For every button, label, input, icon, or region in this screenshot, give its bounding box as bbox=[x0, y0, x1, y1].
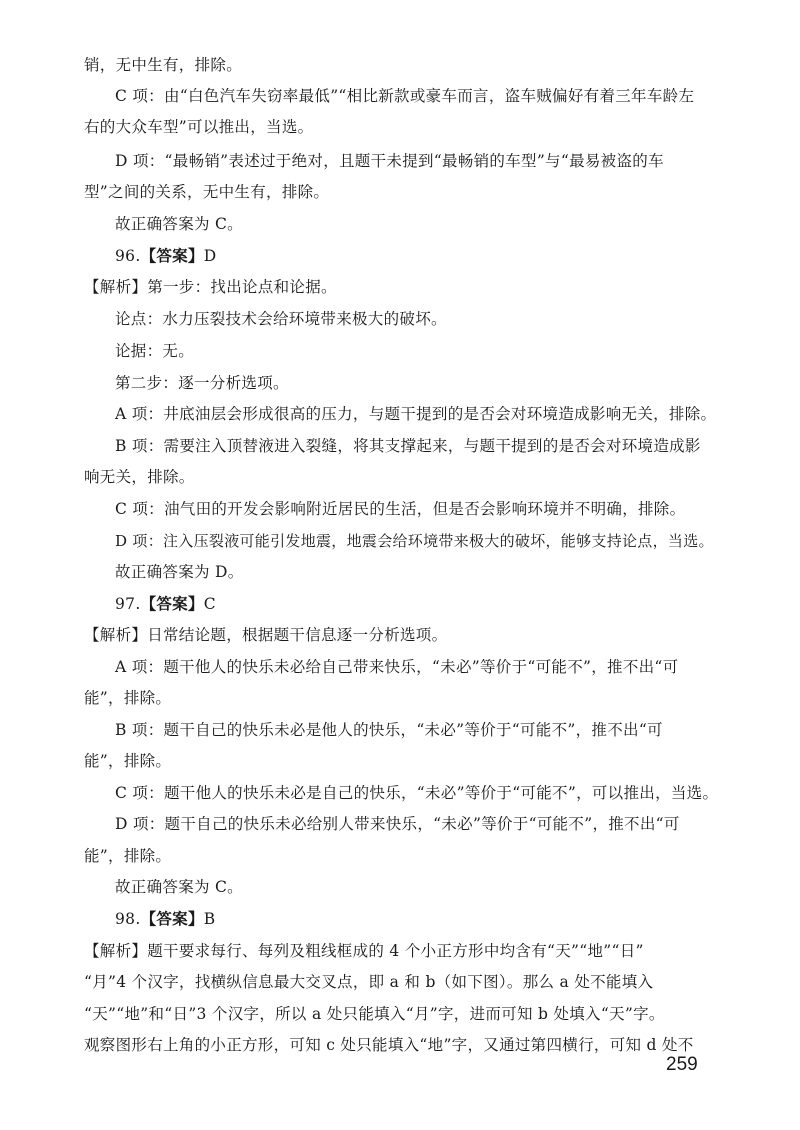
text-line: C 项：油气田的开发会影响附近居民的生活，但是否会影响环境并不明确，排除。 bbox=[115, 500, 686, 518]
question-number: 98. bbox=[115, 910, 141, 928]
text-line: 能”，排除。 bbox=[84, 752, 172, 770]
text-line: 响无关，排除。 bbox=[84, 468, 195, 486]
text-line: 观察图形右上角的小正方形，可知 c 处只能填入“地”字，又通过第四横行，可知 d 处不 bbox=[84, 1036, 694, 1054]
text-line: 型”之间的关系，无中生有，排除。 bbox=[84, 183, 330, 201]
text-line: 第二步：逐一分析选项。 bbox=[115, 374, 289, 392]
text-line: 【解析】第一步：找出论点和论据。 bbox=[84, 278, 337, 296]
page-number: 259 bbox=[666, 1054, 698, 1075]
text-line: 【解析】日常结论题，根据题干信息逐一分析选项。 bbox=[84, 626, 448, 644]
text-line: D 项：题干自己的快乐未必给别人带来快乐，“未必”等价于“可能不”，推不出“可 bbox=[115, 815, 680, 833]
text-line: “天”“地”和“日”3 个汉字，所以 a 处只能填入“月”字，进而可知 b 处填入“天”字。 bbox=[84, 1005, 665, 1023]
answer-value: D bbox=[203, 247, 217, 265]
answer-value: B bbox=[203, 910, 216, 928]
text-line: 论点：水力压裂技术会给环境带来极大的破坏。 bbox=[115, 310, 447, 328]
text-line: D 项：“最畅销”表述过于绝对，且题干未提到“最畅销的车型”与“最易被盗的车 bbox=[115, 152, 664, 170]
text-line: 销，无中生有，排除。 bbox=[84, 56, 243, 74]
answer-line-98 bbox=[115, 908, 215, 930]
question-number: 96. bbox=[115, 247, 141, 265]
text-line: 能”，排除。 bbox=[84, 847, 172, 865]
text-line: “月”4 个汉字，找横纵信息最大交叉点，即 a 和 b（如下图）。那么 a 处不能填入 bbox=[84, 973, 654, 991]
text-line: 能”，排除。 bbox=[84, 689, 172, 707]
text-line: 论据：无。 bbox=[115, 342, 195, 360]
text-line: 故正确答案为 C。 bbox=[115, 215, 243, 233]
answer-line-96 bbox=[115, 245, 217, 267]
text-line: C 项：由“白色汽车失窃率最低”“相比新款或豪车而言，盗车贼偏好有着三年车龄左 bbox=[115, 87, 695, 105]
text-line: 故正确答案为 D。 bbox=[115, 563, 244, 581]
text-line: 右的大众车型”可以推出，当选。 bbox=[84, 118, 314, 136]
text-line: A 项：题干他人的快乐未必给自己带来快乐，“未必”等价于“可能不”，推不出“可 bbox=[115, 658, 679, 676]
answer-value: C bbox=[203, 595, 216, 613]
text-line: 故正确答案为 C。 bbox=[115, 878, 243, 896]
text-line: D 项：注入压裂液可能引发地震，地震会给环境带来极大的破坏，能够支持论点，当选。 bbox=[115, 532, 714, 550]
text-line: C 项：题干他人的快乐未必是自己的快乐，“未必”等价于“可能不”，可以推出，当选。 bbox=[115, 784, 719, 802]
answer-label: 【答案】 bbox=[140, 247, 204, 265]
text-line: 【解析】题干要求每行、每列及粗线框成的 4 个小正方形中均含有“天”“地”“日” bbox=[84, 942, 644, 960]
text-line: A 项：井底油层会形成很高的压力，与题干提到的是否会对环境造成影响无关，排除。 bbox=[115, 405, 717, 423]
text-line: B 项：需要注入顶替液进入裂缝，将其支撑起来，与题干提到的是否会对环境造成影 bbox=[115, 437, 701, 455]
question-number: 97. bbox=[115, 595, 141, 613]
answer-line-97 bbox=[115, 593, 216, 615]
text-line: B 项：题干自己的快乐未必是他人的快乐，“未必”等价于“可能不”，推不出“可 bbox=[115, 721, 663, 739]
answer-label: 【答案】 bbox=[140, 910, 204, 928]
answer-label: 【答案】 bbox=[140, 595, 204, 613]
